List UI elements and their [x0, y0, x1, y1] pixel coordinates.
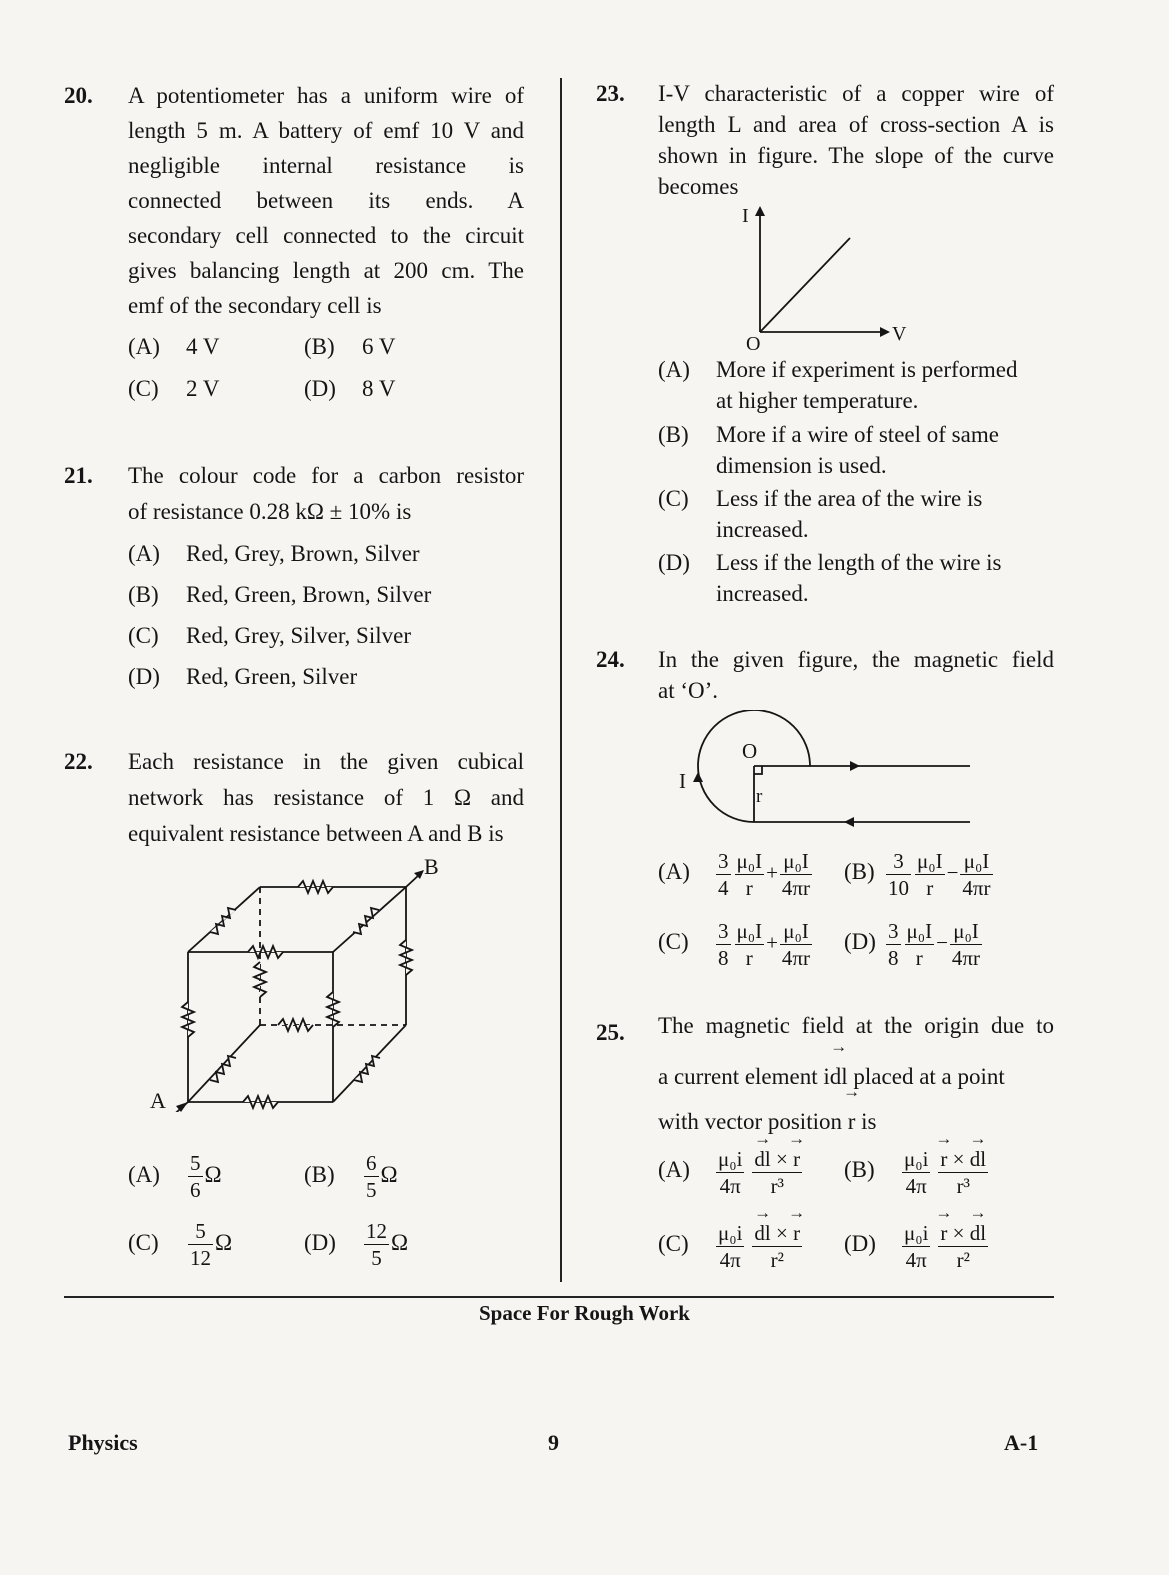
fraction: [364, 1218, 389, 1271]
option-a[interactable]: [658, 354, 1017, 416]
text-line: network has resistance of 1 Ω and: [128, 785, 524, 810]
vector: → dl: [754, 1220, 770, 1246]
denominator: 4πr: [951, 946, 981, 970]
denominator: 8: [888, 946, 899, 970]
option-d[interactable]: [304, 1218, 408, 1271]
option-c[interactable]: [658, 483, 982, 545]
unit: Ω: [380, 1161, 398, 1187]
numerator: μ₀i: [904, 1147, 929, 1171]
option-text: [716, 547, 1002, 609]
option-label: (C): [128, 376, 159, 401]
radius-label-r: r: [756, 786, 763, 807]
operator: +: [766, 860, 778, 885]
fraction: [188, 1218, 213, 1271]
fraction: [364, 1150, 379, 1203]
fraction: [735, 918, 765, 971]
operator: −: [946, 860, 959, 885]
numerator: 3: [886, 848, 911, 875]
option-a[interactable]: [658, 1146, 804, 1199]
fraction: [915, 848, 945, 901]
text-line: The magnetic field at the origin due to: [658, 1013, 1054, 1038]
denominator: r²: [770, 1248, 784, 1272]
denominator: 12: [190, 1246, 211, 1270]
option-label: (D): [844, 1231, 876, 1257]
operator: ×: [952, 1221, 965, 1245]
numerator: μ₀i: [904, 1221, 929, 1245]
numerator: 3: [718, 849, 729, 873]
denominator: 4π: [719, 1248, 741, 1272]
text-line: Less if the area of the wire is: [716, 486, 983, 511]
option-text: Red, Grey, Brown, Silver: [186, 541, 420, 566]
option-label: (D): [304, 376, 336, 401]
text-line: [658, 1099, 1054, 1144]
axis-label-i: I: [742, 205, 749, 227]
option-label: (B): [658, 422, 689, 447]
unit: Ω: [391, 1229, 409, 1255]
numerator: μ₀I: [780, 848, 812, 875]
text-line: increased.: [716, 581, 809, 606]
denominator: 4π: [905, 1248, 927, 1272]
option-label: (D): [128, 664, 160, 689]
footer-page-number: 9: [548, 1430, 559, 1455]
denominator: r³: [770, 1174, 784, 1198]
option-b[interactable]: [304, 334, 395, 360]
option-label: (A): [128, 1161, 160, 1187]
option-d[interactable]: [844, 918, 984, 971]
option-b[interactable]: [128, 582, 431, 608]
option-a[interactable]: [128, 334, 219, 360]
fraction: [938, 1220, 988, 1273]
text-line: The colour code for a carbon resistor: [128, 463, 524, 488]
option-label: (B): [304, 334, 335, 359]
numerator: μ₀I: [906, 919, 933, 943]
cubical-network-figure: [148, 852, 468, 1112]
option-text: [716, 483, 982, 545]
fraction: [716, 918, 731, 971]
footer-subject: Physics: [68, 1430, 138, 1455]
option-b[interactable]: [304, 1150, 398, 1203]
node-label-a: A: [150, 1088, 166, 1112]
fraction: [716, 848, 731, 901]
text-fragment: a current element i: [658, 1064, 830, 1089]
text-line: Each resistance in the given cubical: [128, 749, 524, 774]
numerator: 3: [888, 919, 899, 943]
fraction: [752, 1146, 802, 1199]
option-d[interactable]: [844, 1220, 990, 1273]
unit: Ω: [204, 1161, 222, 1187]
numerator: [752, 1146, 802, 1173]
option-a[interactable]: [658, 848, 814, 901]
denominator: 5: [366, 1178, 377, 1202]
text-fragment: is: [855, 1109, 877, 1134]
option-b[interactable]: [844, 1146, 990, 1199]
fraction: [886, 848, 911, 901]
option-text: [716, 354, 1017, 416]
fraction: [950, 918, 982, 971]
option-label: (C): [128, 623, 159, 648]
numerator: [938, 1146, 988, 1173]
text-line: connected between its ends. A: [128, 188, 524, 213]
denominator: 4πr: [781, 946, 811, 970]
option-c[interactable]: [128, 376, 219, 402]
origin-label: O: [746, 333, 761, 354]
magnetic-field-figure: [676, 710, 976, 834]
option-label: (C): [658, 929, 689, 955]
text-line: gives balancing length at 200 cm. The: [128, 258, 524, 283]
numerator: [752, 1220, 802, 1247]
text-line: increased.: [716, 517, 809, 542]
axis-label-v: V: [892, 323, 907, 345]
option-label: (D): [658, 550, 690, 575]
option-text: Red, Green, Brown, Silver: [186, 582, 432, 607]
fraction: [886, 918, 901, 971]
denominator: 6: [190, 1178, 201, 1202]
option-a[interactable]: [128, 1150, 222, 1203]
option-label: (B): [128, 582, 159, 607]
denominator: 10: [888, 876, 909, 900]
vector: → r: [793, 1146, 800, 1172]
option-b[interactable]: [658, 419, 999, 481]
option-label: (C): [658, 486, 689, 511]
text-line: of resistance 0.28 kΩ ± 10% is: [128, 499, 412, 524]
question-text: [658, 1010, 1054, 1144]
text-line: I-V characteristic of a copper wire of: [658, 81, 1054, 106]
iv-graph-figure: [736, 202, 926, 354]
option-text: Red, Green, Silver: [186, 664, 358, 689]
center-label-o: O: [742, 739, 758, 763]
text-line: length L and area of cross-section A is: [658, 112, 1054, 137]
denominator: r: [745, 946, 753, 970]
text-line: In the given figure, the magnetic field: [658, 647, 1054, 672]
denominator: r: [745, 876, 753, 900]
question-text: [128, 78, 524, 323]
option-label: (B): [304, 1161, 335, 1187]
option-label: (B): [844, 859, 875, 885]
text-line: emf of the secondary cell is: [128, 293, 382, 318]
vector: → r: [793, 1220, 800, 1246]
question-number: 22.: [64, 749, 93, 774]
option-label: (D): [844, 929, 876, 955]
option-c[interactable]: [128, 623, 411, 649]
text-line: becomes: [658, 174, 739, 199]
unit: Ω: [215, 1229, 233, 1255]
numerator: μ₀I: [950, 918, 982, 945]
fraction: [780, 918, 812, 971]
option-a[interactable]: [128, 541, 420, 567]
numerator: [938, 1220, 988, 1247]
fraction: [188, 1150, 203, 1203]
text-line: negligible internal resistance is: [128, 153, 524, 178]
question-number: 25.: [596, 1020, 625, 1045]
question-number: 24.: [596, 647, 625, 672]
option-label: (A): [658, 859, 690, 885]
vector-dl: → dl: [830, 1054, 848, 1099]
denominator: r³: [956, 1174, 970, 1198]
denominator: 4πr: [962, 876, 991, 900]
text-line: More if a wire of steel of same: [716, 422, 999, 447]
fraction: [752, 1220, 802, 1273]
denominator: r: [926, 876, 934, 900]
numerator: μ₀I: [917, 849, 943, 873]
operator: +: [766, 930, 778, 955]
text-line: Less if the length of the wire is: [716, 550, 1002, 575]
vector: → dl: [970, 1220, 986, 1246]
option-label: (B): [844, 1157, 875, 1183]
question-number: 21.: [64, 463, 93, 488]
question-text: [128, 458, 524, 530]
fraction: [938, 1146, 988, 1199]
numerator: 12: [366, 1219, 387, 1243]
text-line: secondary cell connected to the circuit: [128, 223, 524, 248]
column-divider: [560, 78, 562, 1282]
vector: → r: [940, 1220, 947, 1246]
rough-work-divider: [64, 1296, 1054, 1298]
option-c[interactable]: [128, 1218, 232, 1271]
text-line: equivalent resistance between A and B is: [128, 821, 504, 846]
text-line: length 5 m. A battery of emf 10 V and: [128, 118, 524, 143]
numerator: 5: [188, 1218, 213, 1245]
vector: → r: [940, 1146, 947, 1172]
option-text: 2 V: [186, 376, 220, 401]
numerator: μ₀I: [960, 848, 992, 875]
fraction: [902, 1220, 930, 1273]
fraction: [735, 848, 765, 901]
question-number: 20.: [64, 83, 93, 108]
vector-r: → r: [848, 1099, 856, 1144]
denominator: r: [915, 946, 923, 970]
question-text: [658, 644, 1054, 706]
denominator: 4: [718, 876, 729, 900]
denominator: 4πr: [781, 876, 811, 900]
denominator: 4π: [905, 1174, 927, 1198]
denominator: 8: [718, 946, 729, 970]
text-line: dimension is used.: [716, 453, 887, 478]
text-line: A potentiometer has a uniform wire of: [128, 83, 524, 108]
option-label: (C): [128, 1229, 159, 1255]
option-d[interactable]: [658, 547, 1002, 609]
text-line: at ‘O’.: [658, 678, 719, 703]
numerator: μ₀I: [780, 918, 812, 945]
option-text: 6 V: [362, 334, 396, 359]
fraction: [905, 918, 935, 971]
text-line: shown in figure. The slope of the curve: [658, 143, 1054, 168]
footer-code: A-1: [1004, 1430, 1039, 1455]
option-c[interactable]: [658, 918, 814, 971]
rough-work-heading: Space For Rough Work: [478, 1301, 690, 1325]
text-fragment: placed at a point: [847, 1064, 1005, 1089]
numerator: μ₀i: [718, 1147, 743, 1171]
node-label-b: B: [424, 854, 439, 879]
option-text: Red, Grey, Silver, Silver: [186, 623, 411, 648]
text-line: at higher temperature.: [716, 388, 919, 413]
operator: ×: [776, 1147, 788, 1171]
option-c[interactable]: [658, 1220, 804, 1273]
denominator: r²: [956, 1248, 970, 1272]
fraction: [716, 1220, 744, 1273]
operator: ×: [952, 1147, 965, 1171]
vector: → dl: [754, 1146, 770, 1172]
numerator: 6: [366, 1151, 377, 1175]
operator: ×: [776, 1221, 788, 1245]
numerator: 3: [718, 919, 729, 943]
fraction: [902, 1146, 930, 1199]
operator: −: [936, 930, 948, 955]
option-text: 8 V: [362, 376, 396, 401]
denominator: 4π: [719, 1174, 741, 1198]
vector: → dl: [970, 1146, 986, 1172]
fraction: [960, 848, 992, 901]
option-d[interactable]: [304, 376, 395, 402]
question-text: [658, 78, 1054, 202]
option-label: (A): [658, 1157, 690, 1183]
text-fragment: with vector position: [658, 1109, 848, 1134]
fraction: [716, 1146, 744, 1199]
question-number: 23.: [596, 81, 625, 106]
current-label-i: I: [679, 769, 686, 793]
option-b[interactable]: [844, 848, 995, 901]
numerator: μ₀I: [736, 849, 763, 873]
fraction: [780, 848, 812, 901]
option-label: (C): [658, 1231, 689, 1257]
option-label: (A): [128, 541, 160, 566]
option-text: 4 V: [186, 334, 220, 359]
numerator: μ₀i: [718, 1221, 743, 1245]
option-label: (A): [128, 334, 160, 359]
question-text: [128, 744, 524, 852]
option-text: [716, 419, 999, 481]
option-d[interactable]: [128, 664, 357, 690]
option-label: (A): [658, 357, 690, 382]
numerator: μ₀I: [736, 919, 763, 943]
option-label: (D): [304, 1229, 336, 1255]
text-line: More if experiment is performed: [716, 357, 1018, 382]
numerator: 5: [190, 1151, 201, 1175]
denominator: 5: [371, 1246, 382, 1270]
